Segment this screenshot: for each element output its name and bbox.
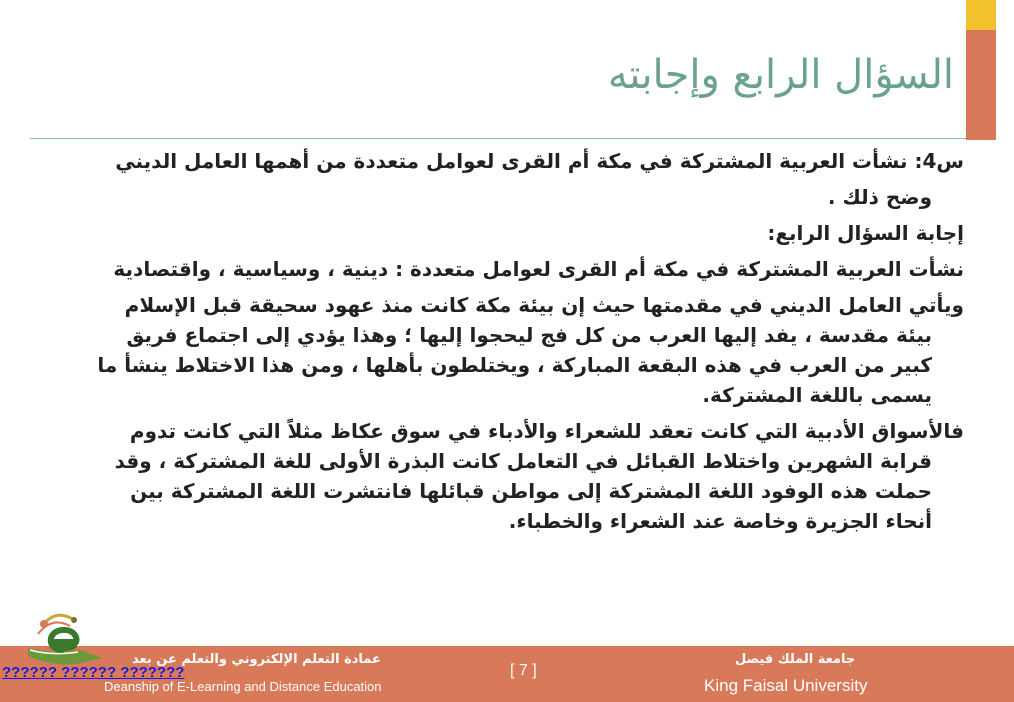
answer-paragraph-1 (84, 290, 964, 410)
question-line-2: وضح ذلك . (827, 185, 932, 209)
slide-content (84, 146, 964, 536)
paragraph-2-first-line: فالأسواق الأدبية التي كانت تعقد للشعراء والأدباء في سوق عكاظ مثلاً التي كانت تدوم (129, 419, 964, 443)
paragraph-1-first-line: ويأتي العامل الديني في مقدمتها حيث إن بيئة مكة كانت منذ عهود سحيقة قبل الإسلام (124, 293, 964, 317)
page-number: [ 7 ] (510, 662, 537, 679)
university-name-arabic: جامعة الملك فيصل (735, 652, 856, 667)
paragraph-2-body: قرابة الشهرين واختلاط القبائل في التعامل كانت البذرة الأولى للغة المشتركة ، وقد حملت هذه الوفود اللغة المشتركة إلى مواطن قبائلها فانتشرت اللغة المشتركة بين أنحاء الجزيرة وخاصة عند الشعراء والخطباء. (114, 449, 932, 533)
deanship-name-arabic: عمادة التعلم الإلكتروني والتعلم عن بعد (132, 652, 381, 667)
question-line-1: س4: نشأت العربية المشتركة في مكة أم القرى لعوامل متعددة من أهمها العامل الديني (115, 149, 964, 173)
slide-title: السؤال الرابع وإجابته (607, 52, 954, 98)
accent-bar-orange (966, 30, 996, 140)
broken-text-overlay: ?????? ?????? ??????? (2, 664, 185, 681)
title-divider (30, 138, 966, 139)
accent-bar-yellow (966, 0, 996, 30)
deanship-name-english: Deanship of E-Learning and Distance Education (104, 679, 382, 694)
paragraph-1-body: بيئة مقدسة ، يفد إليها العرب من كل فج ليحجوا إليها ؛ وهذا يؤدي إلى اجتماع فريق كبير من العرب في هذه البقعة المباركة ، ويختلطون بأهلها ، ومن هذا الاختلاط ينشأ ما يسمى باللغة المشتركة. (97, 323, 932, 407)
answer-intro: نشأت العربية المشتركة في مكة أم القرى لعوامل متعددة : دينية ، وسياسية ، واقتصادية (113, 257, 964, 281)
answer-heading: إجابة السؤال الرابع: (767, 221, 964, 245)
university-name-english: King Faisal University (704, 676, 868, 695)
elearning-logo-icon (22, 604, 114, 668)
answer-paragraph-2 (84, 416, 964, 536)
